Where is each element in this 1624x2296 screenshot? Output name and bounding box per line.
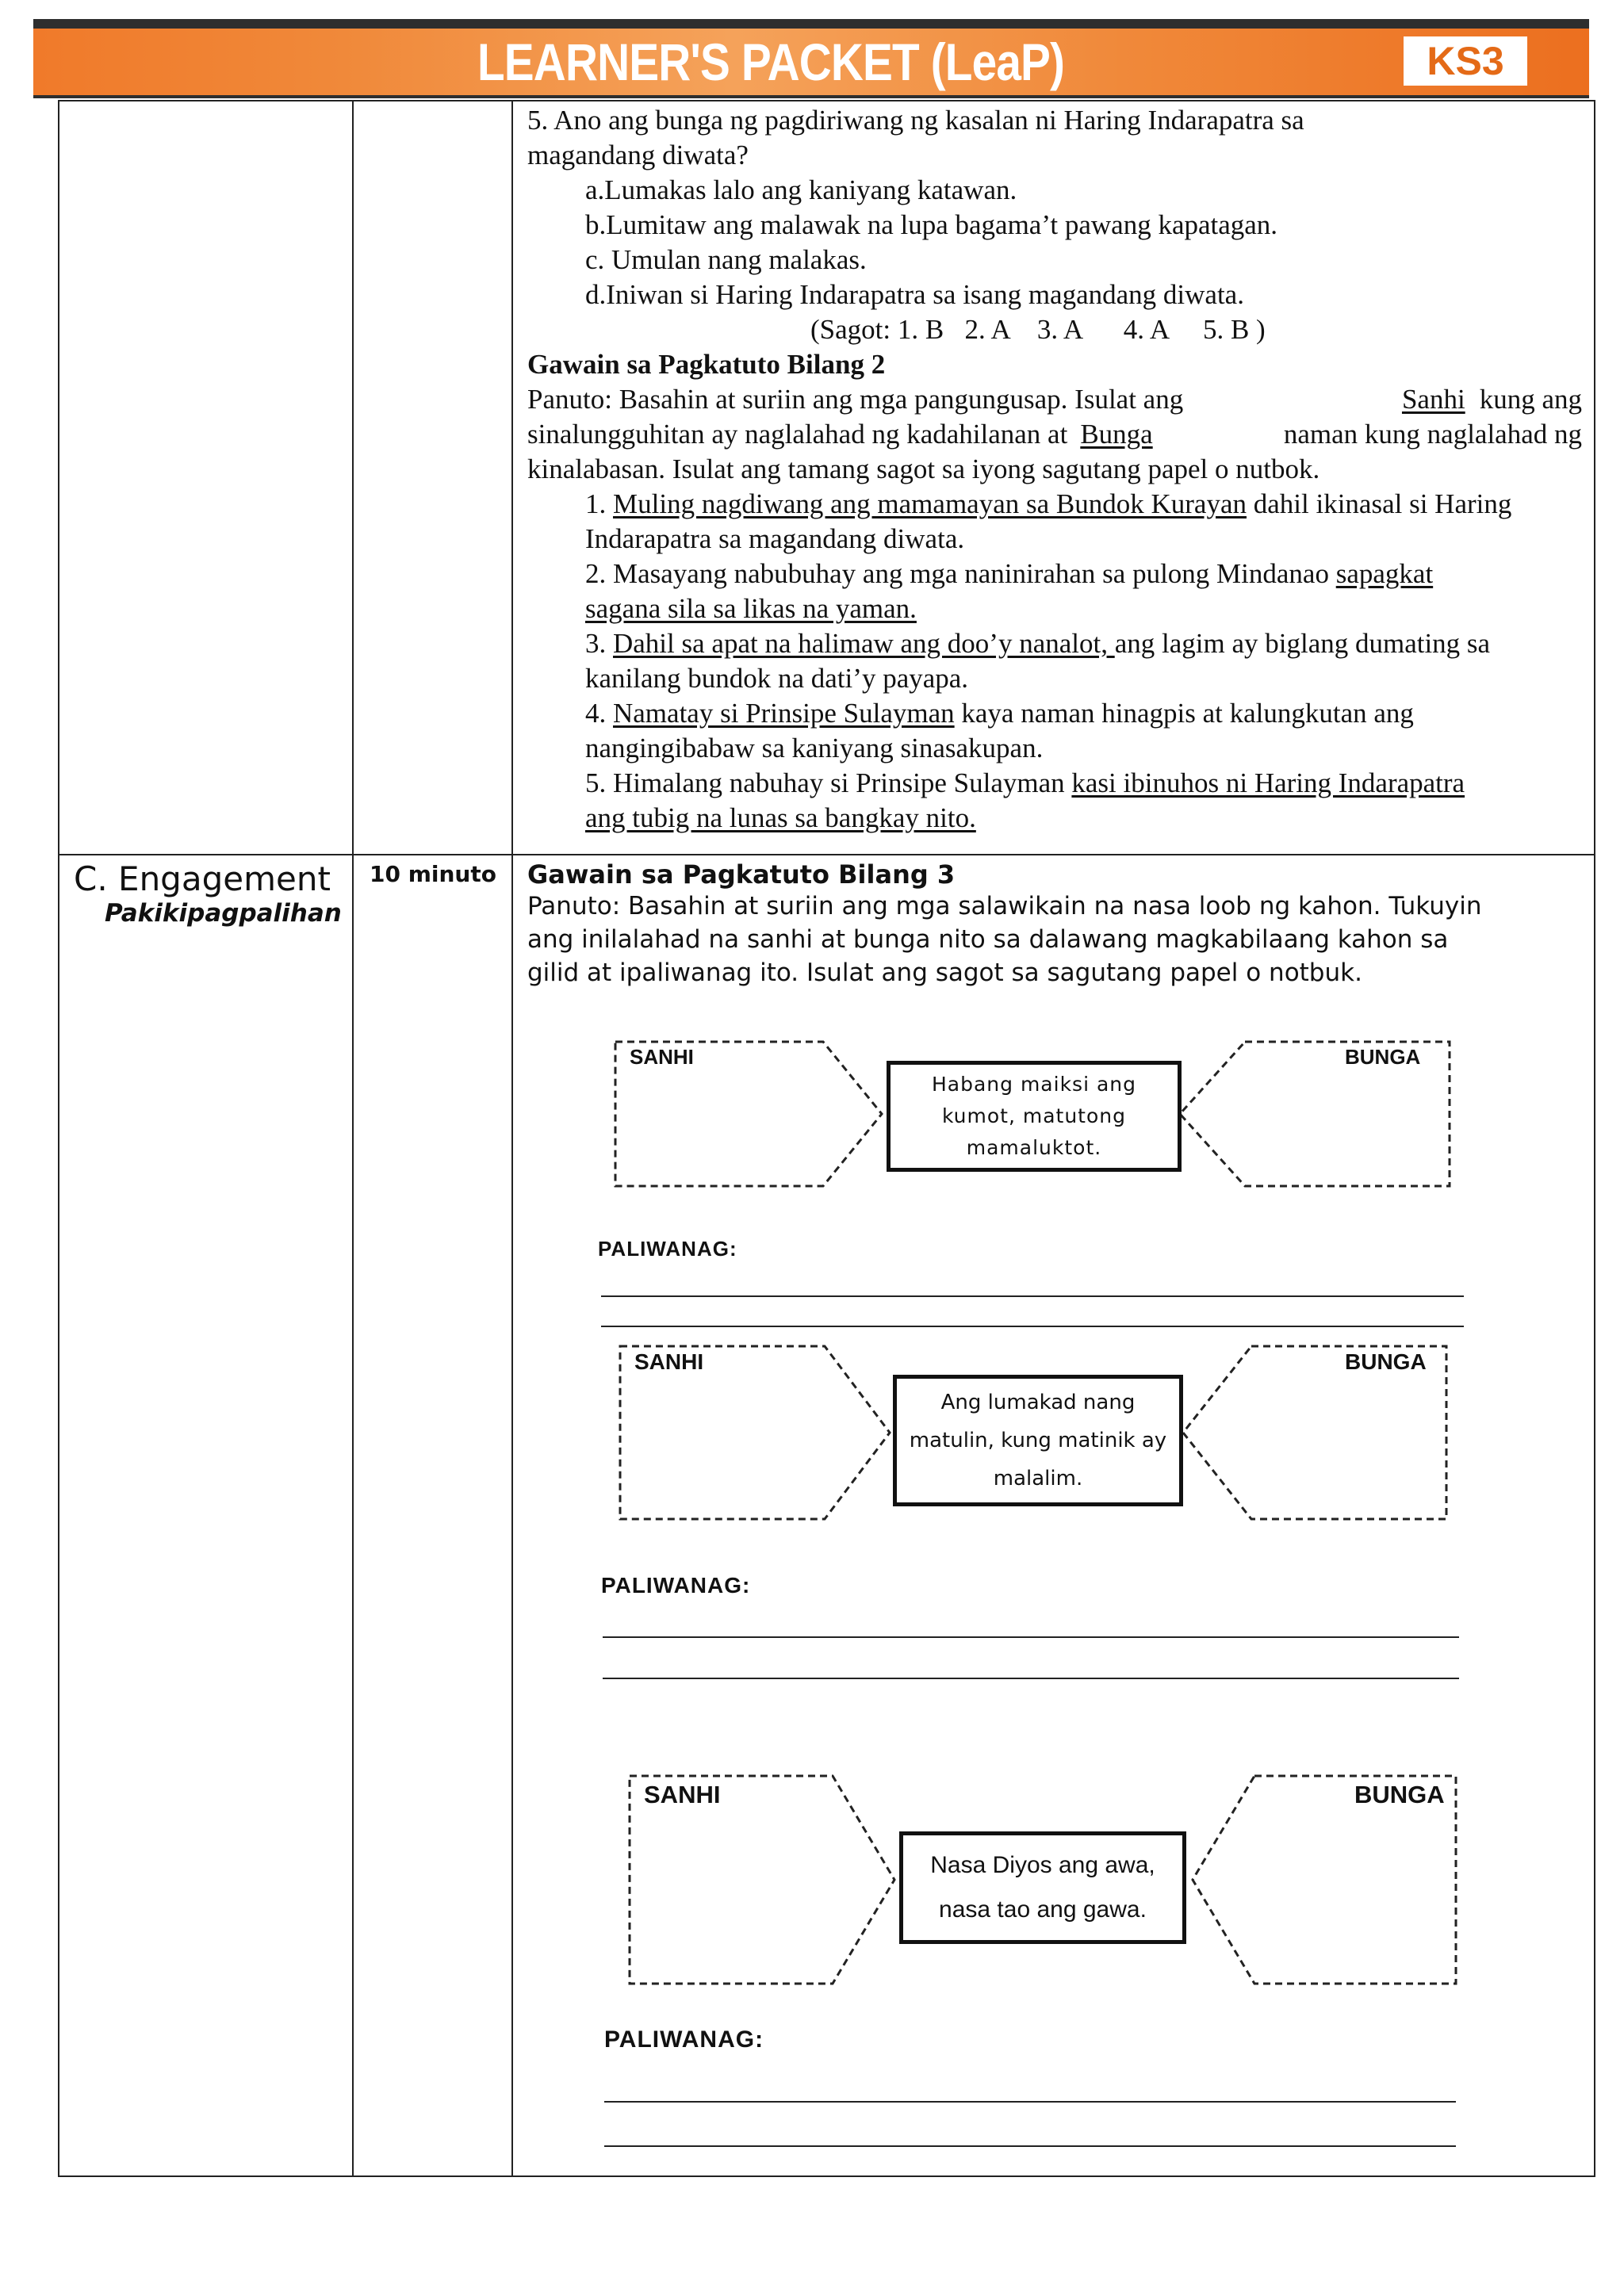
proverb-box bbox=[893, 1375, 1183, 1506]
answer-line bbox=[603, 1678, 1459, 1679]
proverb-text: Ang lumakad nang matulin, kung matinik ay malalim. bbox=[909, 1391, 1167, 1490]
ks3-badge bbox=[1404, 36, 1527, 86]
item-1: 1. Muling nagdiwang ang mamamayan sa Bundok Kurayan dahil ikinasal si Haring bbox=[585, 488, 1512, 519]
paliwanag-label: PALIWANAG: bbox=[601, 1573, 751, 1598]
answer-line bbox=[601, 1326, 1464, 1327]
gawain-3-panuto-2: ang inilalahad na sanhi at bunga nito sa dalawang magkabilaang kahon sa bbox=[527, 925, 1449, 954]
option-d: d.Iniwan si Haring Indarapatra sa isang magandang diwata. bbox=[585, 279, 1244, 310]
bunga-label: BUNGA bbox=[1345, 1349, 1427, 1374]
panuto-text: Panuto: Basahin at suriin ang mga pangungusap. Isulat ang bbox=[527, 384, 1184, 415]
item-2: 2. Masayang nabubuhay ang mga naninirahan sa pulong Mindanao sapagkat bbox=[585, 558, 1434, 589]
badge-label: KS3 bbox=[1427, 39, 1504, 83]
engagement-title: C. Engagement bbox=[74, 859, 331, 898]
item-3-cont: kanilang bundok na dati’y payapa. bbox=[585, 663, 969, 694]
time-allotment: 10 minuto bbox=[370, 861, 496, 887]
gawain-3-title: Gawain sa Pagkatuto Bilang 3 bbox=[527, 859, 956, 890]
table-col1-divider bbox=[352, 100, 354, 2177]
gawain-3-panuto-1: Panuto: Basahin at suriin ang mga salawikain na nasa loob ng kahon. Tukuyin bbox=[527, 892, 1482, 920]
bunga-label: BUNGA bbox=[1354, 1781, 1445, 1808]
item-5: 5. Himalang nabuhay si Prinsipe Sulayman kasi ibinuhos ni Haring Indarapatra bbox=[585, 767, 1465, 798]
bunga-keyword: Bunga bbox=[1080, 419, 1153, 450]
item-4: 4. Namatay si Prinsipe Sulayman kaya naman hinagpis at kalungkutan ang bbox=[585, 698, 1414, 729]
option-b: b.Lumitaw ang malawak na lupa bagama’t pawang kapatagan. bbox=[585, 209, 1278, 240]
item-1-cont: Indarapatra sa magandang diwata. bbox=[585, 523, 965, 554]
cause-effect-diagram-2 bbox=[617, 1343, 1450, 1522]
panuto-text: sinalungguhitan ay naglalahad ng kadahilanan at bbox=[527, 419, 1068, 450]
item-2-cont: sagana sila sa likas na yaman. bbox=[585, 593, 917, 624]
sanhi-label: SANHI bbox=[634, 1349, 704, 1374]
proverb-text: Nasa Diyos ang awa, nasa tao ang gawa. bbox=[930, 1852, 1155, 1923]
packet-title: LEARNER'S PACKET (LeaP) bbox=[477, 33, 1065, 91]
header-banner bbox=[33, 29, 1589, 95]
table-top-border bbox=[58, 100, 1595, 101]
header-top-rule bbox=[33, 19, 1589, 29]
answer-line bbox=[601, 1295, 1464, 1297]
paliwanag-label: PALIWANAG: bbox=[604, 2026, 764, 2053]
option-a: a.Lumakas lalo ang kaniyang katawan. bbox=[585, 174, 1017, 205]
answer-line bbox=[604, 2101, 1456, 2103]
table-right-border bbox=[1594, 100, 1595, 2177]
bunga-label: BUNGA bbox=[1345, 1045, 1421, 1069]
table-bottom-border bbox=[58, 2175, 1595, 2177]
sanhi-label: SANHI bbox=[630, 1045, 694, 1069]
proverb-box bbox=[899, 1831, 1186, 1944]
item-5-cont: ang tubig na lunas sa bangkay nito. bbox=[585, 802, 976, 833]
proverb-box bbox=[887, 1061, 1182, 1172]
panuto-line-2 bbox=[527, 417, 1582, 452]
proverb-text: Habang maiksi ang kumot, matutong mamaluktot. bbox=[931, 1073, 1136, 1159]
answer-line bbox=[604, 2145, 1456, 2147]
question-5: 5. Ano ang bunga ng pagdiriwang ng kasalan ni Haring Indarapatra sa bbox=[527, 105, 1304, 136]
sanhi-label: SANHI bbox=[644, 1781, 721, 1808]
table-col2-divider bbox=[511, 100, 513, 2177]
panuto-text: kung ang bbox=[1479, 384, 1582, 415]
header-bottom-rule bbox=[33, 95, 1589, 98]
panuto-line-1 bbox=[527, 382, 1582, 417]
cause-effect-diagram-3 bbox=[626, 1773, 1459, 1987]
gawain-3-panuto-3: gilid at ipaliwanag ito. Isulat ang sagot sa sagutang papel o notbuk. bbox=[527, 959, 1362, 987]
answer-key: (Sagot: 1. B 2. A 3. A 4. A 5. B ) bbox=[810, 314, 1266, 345]
engagement-subtitle: Pakikipagpalihan bbox=[105, 899, 342, 928]
sanhi-keyword: Sanhi bbox=[1401, 384, 1465, 415]
answer-line bbox=[603, 1636, 1459, 1638]
panuto-text: naman kung naglalahad ng bbox=[1283, 419, 1582, 450]
item-3: 3. Dahil sa apat na halimaw ang doo’y nanalot, ang lagim ay biglang dumating sa bbox=[585, 628, 1491, 659]
item-4-cont: nangingibabaw sa kaniyang sinasakupan. bbox=[585, 733, 1044, 763]
cause-effect-diagram-1 bbox=[612, 1039, 1453, 1189]
table-left-border bbox=[58, 100, 59, 2177]
question-5-cont: magandang diwata? bbox=[527, 140, 749, 170]
table-row-divider bbox=[58, 854, 1595, 855]
panuto-line-3: kinalabasan. Isulat ang tamang sagot sa iyong sagutang papel o nutbok. bbox=[527, 453, 1320, 484]
option-c: c. Umulan nang malakas. bbox=[585, 244, 867, 275]
paliwanag-label: PALIWANAG: bbox=[598, 1237, 737, 1261]
gawain-2-title: Gawain sa Pagkatuto Bilang 2 bbox=[527, 349, 886, 380]
